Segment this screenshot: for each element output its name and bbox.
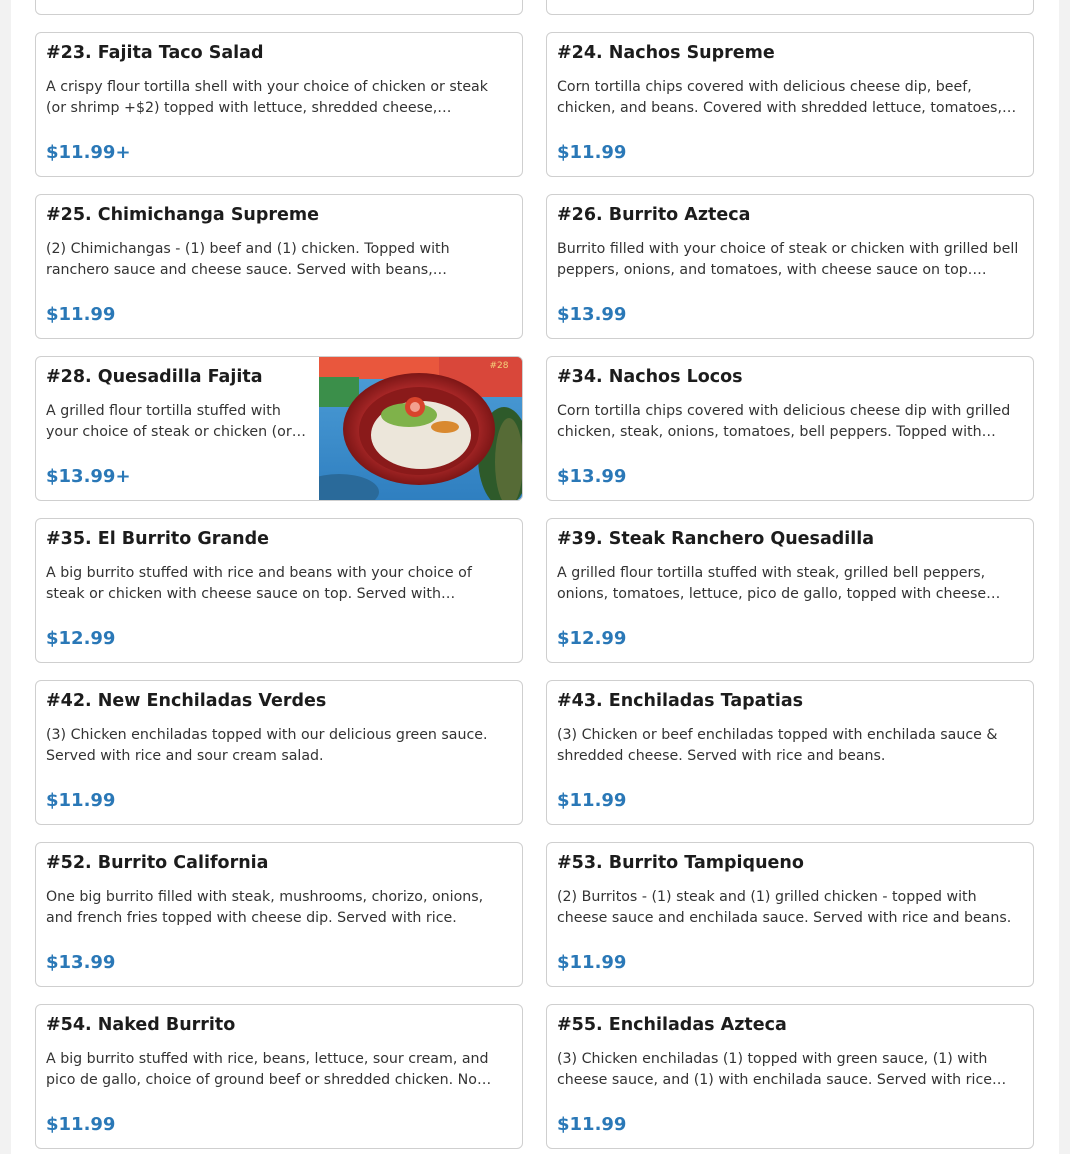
menu-item-title: #55. Enchiladas Azteca	[557, 1015, 787, 1035]
menu-item-body	[557, 357, 1023, 500]
menu-item-photo[interactable]	[319, 357, 522, 500]
photo-label: #28	[489, 361, 509, 371]
menu-item-title: #54. Naked Burrito	[46, 1015, 236, 1035]
menu-item-title: #23. Fajita Taco Salad	[46, 43, 264, 63]
menu-item-description: (2) Chimichangas - (1) beef and (1) chicken. Topped with ranchero sauce and cheese sauce. Served with beans,	[46, 241, 450, 278]
menu-item-price: $11.99	[46, 790, 116, 811]
menu-item-body	[46, 843, 512, 986]
menu-item-card[interactable]	[35, 680, 523, 825]
menu-item-description: A crispy flour tortilla shell with your choice of chicken or steak (or shrimp +$2) topped with lettuce, shredded cheese,	[46, 79, 488, 116]
menu-item-card[interactable]	[546, 518, 1034, 663]
menu-item-price: $11.99	[557, 1114, 627, 1135]
menu-item-card[interactable]	[546, 680, 1034, 825]
menu-item-title: #26. Burrito Azteca	[557, 205, 751, 225]
menu-item-body	[46, 33, 512, 176]
menu-item-body	[46, 519, 512, 662]
menu-item-body	[46, 681, 512, 824]
menu-item-card[interactable]	[35, 356, 523, 501]
menu-page	[11, 0, 1059, 1154]
menu-item-price: $13.99+	[46, 466, 131, 487]
menu-item-title: #25. Chimichanga Supreme	[46, 205, 320, 225]
menu-item-price: $11.99+	[46, 142, 131, 163]
menu-item-card[interactable]	[546, 32, 1034, 177]
menu-item-body	[557, 519, 1023, 662]
menu-item-description: (3) Chicken enchiladas (1) topped with green sauce, (1) with cheese sauce, and (1) with enchilada sauce. Served with rice	[557, 1051, 992, 1088]
menu-item-description: (3) Chicken enchiladas topped with our delicious green sauce. Served with rice and sour cream salad.	[46, 727, 488, 764]
menu-item-body	[46, 0, 512, 14]
menu-item-card[interactable]	[546, 1004, 1034, 1149]
menu-item-price: $11.99	[557, 790, 627, 811]
menu-item-body	[557, 843, 1023, 986]
menu-item-card[interactable]	[35, 518, 523, 663]
menu-item-card[interactable]	[546, 194, 1034, 339]
menu-item-description: A grilled flour tortilla stuffed with your choice of steak or chicken (or	[46, 403, 292, 440]
menu-item-price: $11.99	[46, 304, 116, 325]
menu-item-description: (2) Burritos - (1) steak and (1) grilled chicken - topped with cheese sauce and enchilada sauce. Served with rice and beans.	[557, 889, 1012, 926]
menu-item-description: A grilled flour tortilla stuffed with steak, grilled bell peppers, onions, tomatoes, lettuce, pico de gallo, topped with cheese	[557, 565, 987, 602]
menu-item-title: #52. Burrito California	[46, 853, 269, 873]
menu-item-card[interactable]	[35, 1004, 523, 1149]
menu-item-price: $13.99	[557, 304, 627, 325]
menu-item-card[interactable]	[35, 32, 523, 177]
menu-item-body	[46, 195, 512, 338]
menu-item-card[interactable]	[35, 194, 523, 339]
menu-item-price: $11.99	[557, 142, 627, 163]
menu-item-price: $11.99	[557, 952, 627, 973]
menu-item-price: $12.99	[46, 628, 116, 649]
menu-item-body	[557, 0, 1023, 14]
menu-item-description: A big burrito stuffed with rice, beans, lettuce, sour cream, and pico de gallo, choice of ground beef or shredded chicken. No	[46, 1051, 489, 1088]
menu-item-body	[557, 1005, 1023, 1148]
menu-item-body	[46, 357, 308, 500]
menu-item-description: Corn tortilla chips covered with delicious cheese dip with grilled chicken, steak, onions, tomatoes, bell peppers. Topped with	[557, 403, 1011, 440]
menu-item-body	[46, 1005, 512, 1148]
menu-item-body	[557, 681, 1023, 824]
menu-item-title: #42. New Enchiladas Verdes	[46, 691, 327, 711]
menu-item-card[interactable]	[546, 842, 1034, 987]
plate-image	[319, 357, 522, 500]
menu-item-card[interactable]	[35, 0, 523, 15]
menu-item-title: #53. Burrito Tampiqueno	[557, 853, 804, 873]
menu-item-price	[46, 0, 115, 1]
menu-item-body	[557, 195, 1023, 338]
menu-item-card[interactable]	[546, 356, 1034, 501]
menu-item-description: Corn tortilla chips covered with delicious cheese dip, beef, chicken, and beans. Covered with shredded lettuce, tomatoes,	[557, 79, 1002, 116]
menu-grid	[35, 0, 1034, 1149]
menu-item-description: (3) Chicken or beef enchiladas topped with enchilada sauce & shredded cheese. Served with rice and beans.	[557, 727, 998, 764]
menu-item-description: A big burrito stuffed with rice and beans with your choice of steak or chicken with cheese sauce on top. Served with	[46, 565, 472, 602]
menu-item-title: #39. Steak Ranchero Quesadilla	[557, 529, 875, 549]
menu-item-price: $13.99	[46, 952, 116, 973]
menu-item-card[interactable]	[35, 842, 523, 987]
menu-item-title: #24. Nachos Supreme	[557, 43, 775, 63]
menu-item-body	[557, 33, 1023, 176]
menu-item-price: $12.99	[557, 628, 627, 649]
menu-item-title: #28. Quesadilla Fajita	[46, 367, 263, 387]
menu-item-description: One big burrito filled with steak, mushrooms, chorizo, onions, and french fries topped with cheese dip. Served with rice.	[46, 889, 484, 926]
menu-item-price	[557, 0, 626, 1]
menu-item-title: #43. Enchiladas Tapatias	[557, 691, 804, 711]
menu-item-description: Burrito filled with your choice of steak or chicken with grilled bell peppers, onions, and tomatoes, with cheese sauce on top.	[557, 241, 1019, 278]
menu-item-price: $13.99	[557, 466, 627, 487]
menu-item-title: #34. Nachos Locos	[557, 367, 743, 387]
menu-item-price: $11.99	[46, 1114, 116, 1135]
menu-item-title: #35. El Burrito Grande	[46, 529, 269, 549]
menu-item-card[interactable]	[546, 0, 1034, 15]
